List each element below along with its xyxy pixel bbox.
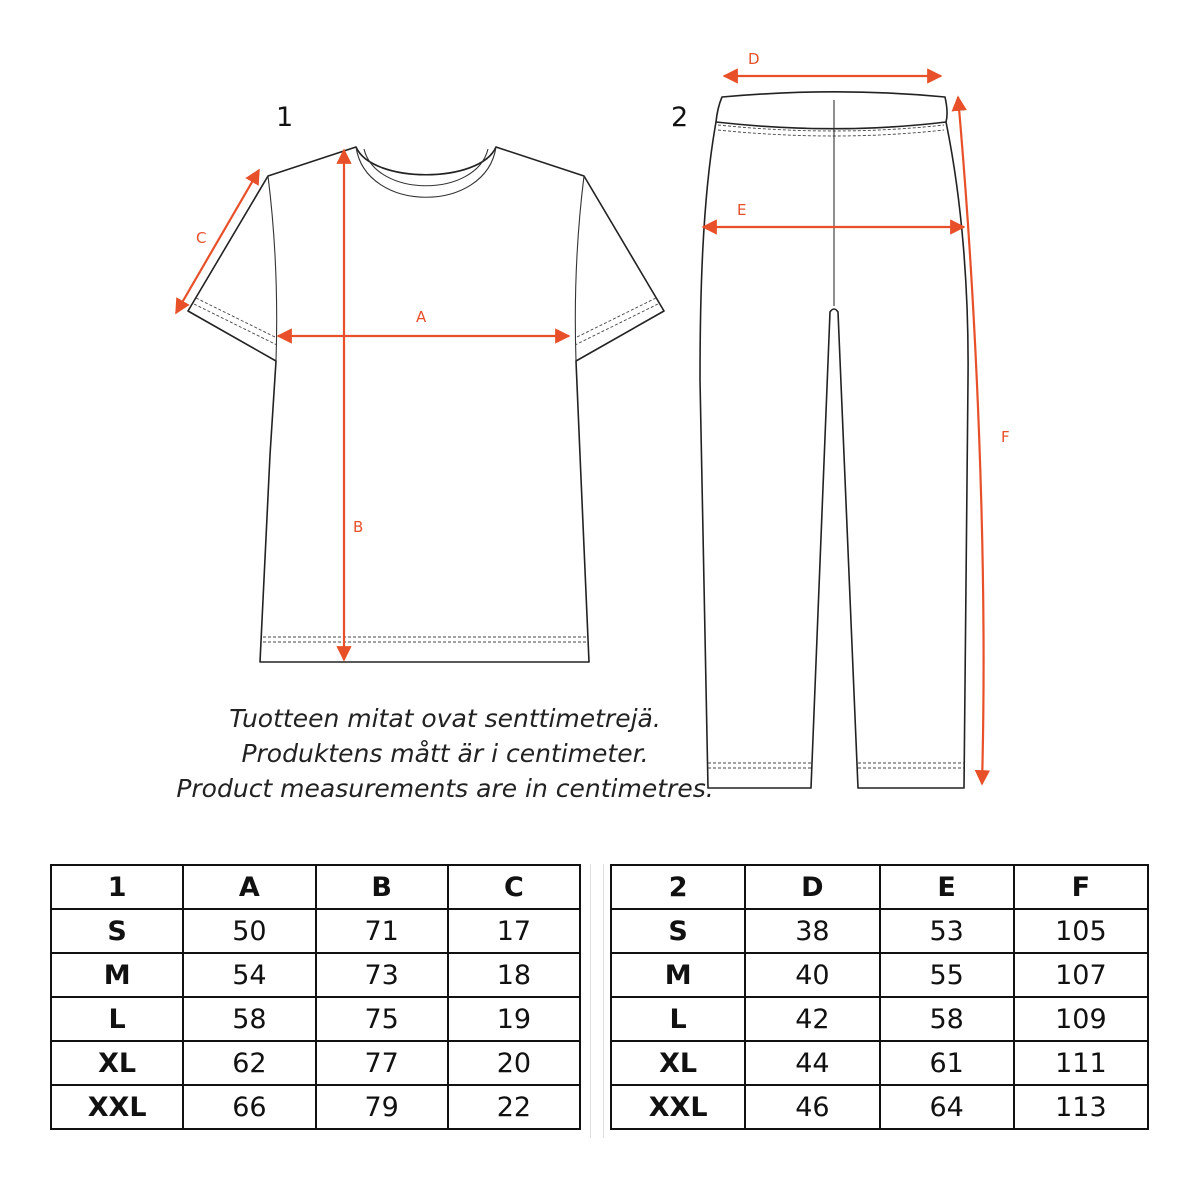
table-row — [611, 909, 1148, 953]
table-cell: 46 — [745, 1085, 879, 1129]
table-cell: 42 — [745, 997, 879, 1041]
table-row — [611, 1085, 1148, 1129]
table-cell: 105 — [1014, 909, 1148, 953]
tshirt-collar — [356, 147, 496, 197]
table-header-cell: E — [880, 865, 1014, 909]
table-cell: 58 — [880, 997, 1014, 1041]
table-header-cell: 2 — [611, 865, 745, 909]
table-row — [51, 997, 580, 1041]
table-cell: 58 — [183, 997, 315, 1041]
table-cell: 54 — [183, 953, 315, 997]
table-cell: 18 — [448, 953, 580, 997]
table-cell: 55 — [880, 953, 1014, 997]
table-header-cell: D — [745, 865, 879, 909]
table-header-cell: F — [1014, 865, 1148, 909]
tshirt-diagram — [176, 102, 664, 662]
tshirt-bottom-hem — [263, 637, 587, 642]
table-row — [611, 997, 1148, 1041]
table-cell: 75 — [316, 997, 448, 1041]
table-cell: 111 — [1014, 1041, 1148, 1085]
table-cell: 66 — [183, 1085, 315, 1129]
table-cell: 109 — [1014, 997, 1148, 1041]
size-label-cell: S — [611, 909, 745, 953]
table-cell: 77 — [316, 1041, 448, 1085]
table-cell: 44 — [745, 1041, 879, 1085]
pants-leg-hem-right — [858, 763, 964, 768]
table-header-cell: C — [448, 865, 580, 909]
table-row — [611, 953, 1148, 997]
table-row — [611, 1041, 1148, 1085]
table-header-cell: 1 — [51, 865, 183, 909]
note-line-finnish: Tuotteen mitat ovat senttimetrejä. — [229, 704, 661, 733]
tshirt-armhole-left — [268, 176, 277, 361]
pants-number: 2 — [671, 102, 689, 133]
table-header-cell: A — [183, 865, 315, 909]
table-row — [51, 909, 580, 953]
table-cell: 61 — [880, 1041, 1014, 1085]
note-line-english: Product measurements are in centimetres. — [176, 774, 714, 803]
size-label-cell: XL — [51, 1041, 183, 1085]
dimension-d-label: D — [748, 50, 760, 68]
pants-diagram — [671, 50, 1010, 788]
tshirt-size-table — [50, 864, 581, 1130]
table-header-row — [611, 865, 1148, 909]
pants-waist-stitch — [718, 125, 944, 136]
table-row — [51, 1041, 580, 1085]
dimension-b-label: B — [353, 518, 364, 536]
table-cell: 22 — [448, 1085, 580, 1129]
tshirt-number: 1 — [276, 102, 294, 133]
dimension-c-arrow — [176, 170, 259, 313]
size-label-cell: XL — [611, 1041, 745, 1085]
dimension-c-label: C — [196, 229, 207, 247]
table-cell: 79 — [316, 1085, 448, 1129]
measurement-note — [160, 701, 730, 806]
table-cell: 62 — [183, 1041, 315, 1085]
table-cell: 19 — [448, 997, 580, 1041]
size-label-cell: M — [611, 953, 745, 997]
size-label-cell: M — [51, 953, 183, 997]
table-cell: 38 — [745, 909, 879, 953]
table-cell: 53 — [880, 909, 1014, 953]
table-row — [51, 1085, 580, 1129]
table-cell: 64 — [880, 1085, 1014, 1129]
table-cell: 40 — [745, 953, 879, 997]
dimension-f-label: F — [1001, 428, 1010, 446]
size-label-cell: XXL — [611, 1085, 745, 1129]
table-cell: 113 — [1014, 1085, 1148, 1129]
size-label-cell: S — [51, 909, 183, 953]
table-cell: 20 — [448, 1041, 580, 1085]
dimension-e-label: E — [737, 201, 747, 219]
size-label-cell: L — [611, 997, 745, 1041]
table-separator — [590, 864, 604, 1138]
table-cell: 73 — [316, 953, 448, 997]
tshirt-outline — [188, 147, 664, 662]
dimension-a-label: A — [416, 308, 427, 326]
size-label-cell: L — [51, 997, 183, 1041]
table-header-cell: B — [316, 865, 448, 909]
table-cell: 107 — [1014, 953, 1148, 997]
size-label-cell: XXL — [51, 1085, 183, 1129]
table-cell: 71 — [316, 909, 448, 953]
pants-size-table — [610, 864, 1149, 1130]
table-row — [51, 953, 580, 997]
pants-waistband — [716, 92, 947, 129]
table-header-row — [51, 865, 580, 909]
note-line-swedish: Produktens mått är i centimeter. — [241, 739, 649, 768]
dimension-f-arrow — [958, 97, 984, 784]
table-cell: 17 — [448, 909, 580, 953]
tshirt-armhole-right — [575, 176, 584, 361]
table-cell: 50 — [183, 909, 315, 953]
